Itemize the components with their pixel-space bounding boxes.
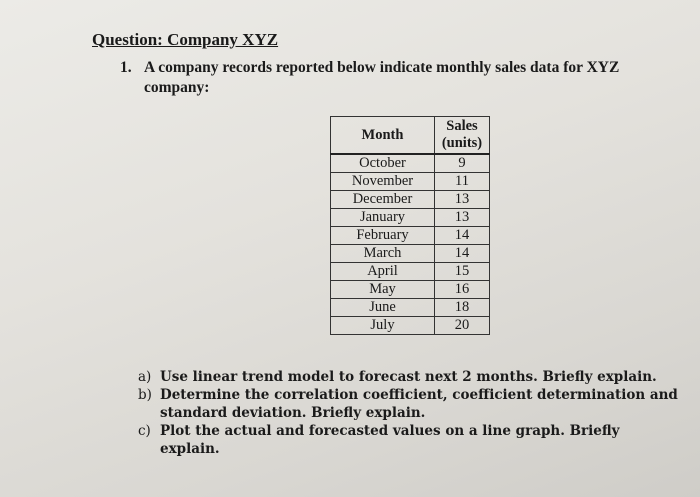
sales-cell: 20 — [435, 317, 490, 335]
question-number: 1. — [120, 59, 132, 76]
sales-table — [330, 116, 490, 335]
sales-cell: 13 — [435, 209, 490, 227]
table-row — [331, 263, 490, 281]
month-cell: December — [331, 191, 435, 209]
page-title: Question: Company XYZ — [92, 30, 279, 49]
table-row — [331, 227, 490, 245]
table-row — [331, 299, 490, 317]
table-row — [331, 209, 490, 227]
table-row — [331, 191, 490, 209]
month-cell: February — [331, 227, 435, 245]
sales-cell: 16 — [435, 281, 490, 299]
task-label: b) — [138, 387, 152, 403]
month-cell: October — [331, 154, 435, 173]
table-row — [331, 281, 490, 299]
sales-cell: 14 — [435, 245, 490, 263]
month-cell: July — [331, 317, 435, 335]
header-month: Month — [331, 117, 435, 155]
table-row — [331, 245, 490, 263]
sales-cell: 13 — [435, 191, 490, 209]
task-label: c) — [138, 423, 151, 439]
task-text: Use linear trend model to forecast next 2 months. Briefly explain. — [160, 369, 657, 385]
sales-cell: 14 — [435, 227, 490, 245]
month-cell: June — [331, 299, 435, 317]
month-cell: April — [331, 263, 435, 281]
table-row — [331, 173, 490, 191]
task-text: Plot the actual and forecasted values on a line graph. Briefly explain. — [160, 423, 620, 457]
month-cell: March — [331, 245, 435, 263]
month-cell: May — [331, 281, 435, 299]
table-header-row — [331, 117, 490, 155]
task-c — [138, 422, 678, 458]
task-a — [138, 368, 678, 386]
sales-cell: 15 — [435, 263, 490, 281]
sales-cell: 18 — [435, 299, 490, 317]
header-sales: Sales (units) — [435, 117, 490, 155]
month-cell: January — [331, 209, 435, 227]
question-text: A company records reported below indicate monthly sales data for XYZ company: — [144, 59, 620, 96]
month-cell: November — [331, 173, 435, 191]
sales-cell: 9 — [435, 154, 490, 173]
task-b — [138, 386, 678, 422]
task-text: Determine the correlation coefficient, coefficient determination and standard deviation. Briefly explain. — [160, 387, 678, 421]
table-row — [331, 154, 490, 173]
sales-cell: 11 — [435, 173, 490, 191]
table-row — [331, 317, 490, 335]
task-label: a) — [138, 369, 152, 385]
task-list — [138, 368, 678, 458]
